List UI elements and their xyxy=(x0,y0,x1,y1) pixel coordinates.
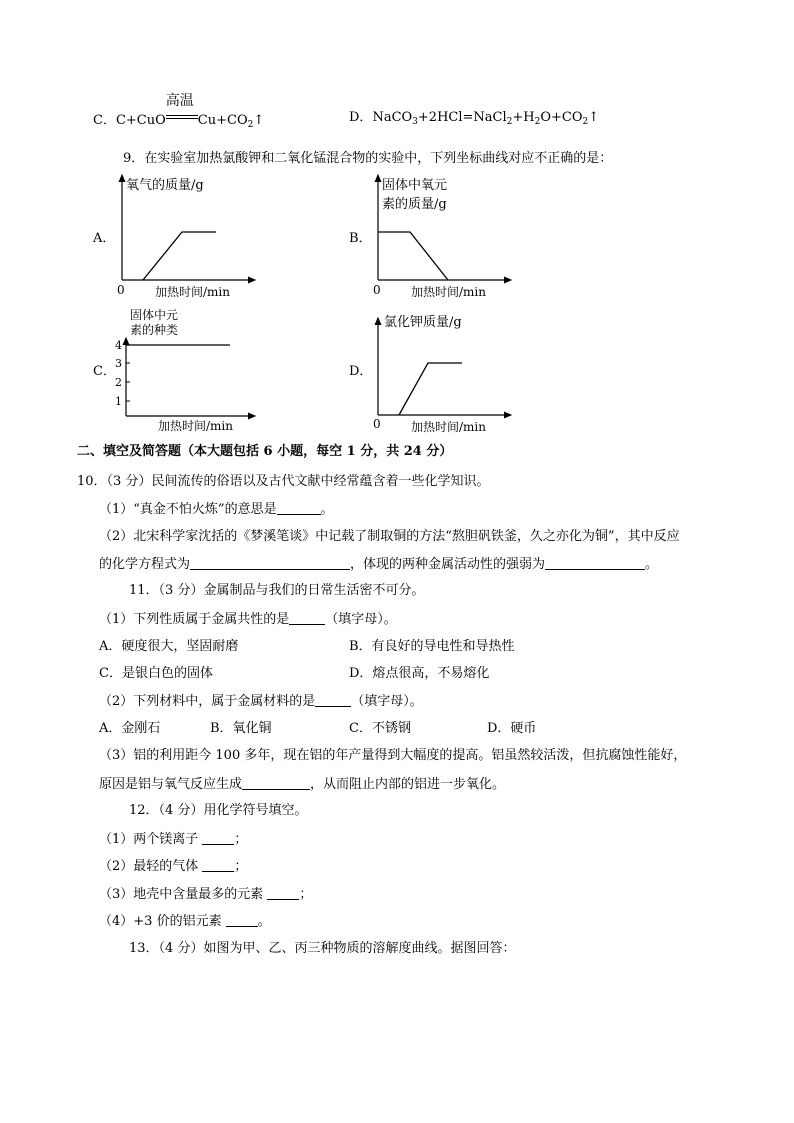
q11-part-2-text: （2）下列材料中，属于金属材料的是 xyxy=(99,694,316,709)
q11-part-1-option-c: C．是银白色的固体 xyxy=(99,666,213,681)
q10-stem: 10．（3 分）民间流传的俗语以及古代文献中经常蕴含着一些化学知识。 xyxy=(77,474,490,489)
q8-option-d-sub: 2 xyxy=(582,117,589,127)
q9-graph-a-origin: 0 xyxy=(117,283,125,297)
q8-option-c-condition: 高温 xyxy=(165,93,194,109)
q12-item-1-text: （1）两个镁离子 xyxy=(99,832,203,847)
q11-part-1-option-a: A．硬度很大，坚固耐磨 xyxy=(99,639,239,654)
q11-part-1 xyxy=(99,612,397,626)
q10-part-2-text-mid: ，体现的两种金属活动性的强弱为 xyxy=(350,557,546,572)
q12-item-3-blank[interactable] xyxy=(267,887,299,900)
q11-stem: 11．（3 分）金属制品与我们的日常生活密不可分。 xyxy=(129,583,425,598)
section-2-heading: 二、填空及简答题（本大题包括 6 小题，每空 1 分，共 24 分） xyxy=(77,444,453,459)
q9-graph-d-ylabel: 氯化钾质量/g xyxy=(384,315,462,330)
q8-option-c-letter: C． xyxy=(93,113,116,128)
q9-graph-d-letter: D． xyxy=(349,364,373,379)
q8-option-d-part: +2HCl=NaCl xyxy=(417,110,507,125)
q11-part-1-option-d: D．熔点很高，不易熔化 xyxy=(349,666,490,681)
q9-graph-b xyxy=(366,170,516,305)
q9-graph-b-origin: 0 xyxy=(373,283,381,297)
q12-item-3 xyxy=(99,887,312,901)
q9-graph-b-letter: B． xyxy=(349,231,372,246)
q9-graph-b-xlabel: 加热时间/min xyxy=(411,285,486,299)
q11-part-2 xyxy=(99,694,423,708)
q10-part-1-text: （1）“真金不怕火炼”的意思是 xyxy=(99,502,277,517)
q11-part-3-line-1: （3）铝的利用距今 100 多年，现在铝的年产量得到大幅度的提高。铝虽然较活泼，但抗腐蚀性能好， xyxy=(99,748,687,763)
q8-option-c-subscript: 2 xyxy=(247,120,254,130)
q11-part-1-option-b: B．有良好的导电性和导热性 xyxy=(349,639,515,654)
q9-graph-d-curve xyxy=(399,363,462,415)
q8-option-d-letter: D． xyxy=(349,110,373,125)
q8-option-c-right: Cu+CO xyxy=(197,113,248,128)
q11-part-1-blank[interactable] xyxy=(289,612,325,625)
q9-graph-d xyxy=(366,306,516,436)
q12-item-4-blank[interactable] xyxy=(226,914,258,927)
q11-part-2-blank[interactable] xyxy=(315,694,351,707)
q11-part-2-end: （填字母）。 xyxy=(351,694,423,709)
q12-item-4-text: （4）+3 价的铝元素 xyxy=(99,914,226,929)
q9-graph-a-letter: A． xyxy=(93,231,116,246)
q13-stem: 13．（4 分）如图为甲、乙、丙三种物质的溶解度曲线。据图回答： xyxy=(129,941,516,956)
q12-item-1-blank[interactable] xyxy=(202,832,234,845)
q11-part-2-option-b: B．氧化铜 xyxy=(210,721,272,736)
q8-option-d-sub: 2 xyxy=(506,117,513,127)
q11-part-1-end: （填字母）。 xyxy=(325,612,397,627)
q9-graph-c-xlabel: 加热时间/min xyxy=(158,419,233,433)
q11-part-1-text: （1）下列性质属于金属共性的是 xyxy=(99,612,290,627)
q9-graph-c-tick-label-3: 3 xyxy=(115,357,122,370)
q9-graph-d-xlabel: 加热时间/min xyxy=(411,420,486,434)
q12-item-1 xyxy=(99,832,247,846)
q10-part-2-text: 的化学方程式为 xyxy=(99,557,191,572)
q11-part-2-option-a: A．金刚石 xyxy=(99,721,161,736)
q10-part-2-line-2 xyxy=(99,557,658,571)
q8-option-c-equal-sign xyxy=(166,115,198,119)
q9-graph-d-origin: 0 xyxy=(373,417,381,431)
q9-graph-a-curve xyxy=(143,232,216,280)
q8-option-d xyxy=(349,111,599,127)
q10-part-1 xyxy=(99,502,334,516)
q11-part-2-option-c: C．不锈钢 xyxy=(349,721,411,736)
q12-item-3-text: （3）地壳中含量最多的元素 xyxy=(99,887,268,902)
q10-part-2-end: 。 xyxy=(645,557,659,572)
q10-part-1-blank[interactable] xyxy=(277,502,321,515)
q12-stem: 12．（4 分）用化学符号填空。 xyxy=(129,803,308,818)
q11-part-2-option-d: D．硬币 xyxy=(487,721,537,736)
q9-graph-c-tick-label-4: 4 xyxy=(115,339,122,352)
q9-graph-a xyxy=(110,170,260,305)
q9-graph-c-tick-label-2: 2 xyxy=(115,376,122,389)
q8-option-d-sub: 2 xyxy=(534,117,541,127)
q11-part-3-text: 原因是铝与氧气反应生成 xyxy=(99,777,243,792)
q8-option-d-sub: 3 xyxy=(412,117,418,127)
q10-part-2-line-1: （2）北宋科学家沈括的《梦溪笔谈》中记载了制取铜的方法“熬胆矾铁釜，久之亦化为铜”，其中反应 xyxy=(99,529,680,544)
q12-item-3-end: ； xyxy=(299,887,313,902)
q12-item-1-end: ； xyxy=(234,832,248,847)
q8-option-c-condition-wrap xyxy=(165,93,198,124)
q8-option-d-arrow: ↑ xyxy=(588,110,600,125)
q12-item-4-end: 。 xyxy=(257,914,271,929)
q12-item-4 xyxy=(99,914,271,928)
q10-part-2-blank-equation[interactable] xyxy=(190,557,350,570)
q12-item-2-end: ； xyxy=(234,859,248,874)
q8-option-d-part: NaCO xyxy=(372,110,413,125)
q9-graph-b-ylabel-2: 素的质量/g xyxy=(382,197,447,212)
q9-graph-b-ylabel-1: 固体中氧元 xyxy=(382,178,448,193)
q8-option-c xyxy=(93,93,265,130)
q8-option-d-part: O+CO xyxy=(540,110,583,125)
q11-part-3-line-2 xyxy=(99,777,505,791)
q9-graph-a-ylabel: 氧气的质量/g xyxy=(126,178,204,193)
q9-graph-a-xlabel: 加热时间/min xyxy=(155,285,230,299)
q11-part-3-end: ，从而阻止内部的铝进一步氧化。 xyxy=(310,777,506,792)
q8-option-d-part: +H xyxy=(512,110,535,125)
q8-option-c-arrow: ↑ xyxy=(253,113,265,128)
q8-option-c-left: C+CuO xyxy=(115,113,166,128)
q10-part-2-blank-activity[interactable] xyxy=(545,557,645,570)
q9-question: 9．在实验室加热氯酸钾和二氧化锰混合物的实验中，下列坐标曲线对应不正确的是： xyxy=(123,151,613,166)
q9-graph-c-ylabel-2: 素的种类 xyxy=(130,323,179,337)
q9-graph-c-ylabel-1: 固体中元 xyxy=(130,308,179,322)
q12-item-2-blank[interactable] xyxy=(202,859,234,872)
q9-graph-c xyxy=(110,306,260,436)
q9-graph-c-tick-label-1: 1 xyxy=(115,395,122,408)
q12-item-2 xyxy=(99,859,247,873)
q9-graph-c-letter: C． xyxy=(93,364,116,379)
q12-item-2-text: （2）最轻的气体 xyxy=(99,859,203,874)
q11-part-3-blank[interactable] xyxy=(242,777,310,790)
q10-part-1-end: 。 xyxy=(320,502,334,517)
q9-graph-b-curve xyxy=(378,232,448,280)
